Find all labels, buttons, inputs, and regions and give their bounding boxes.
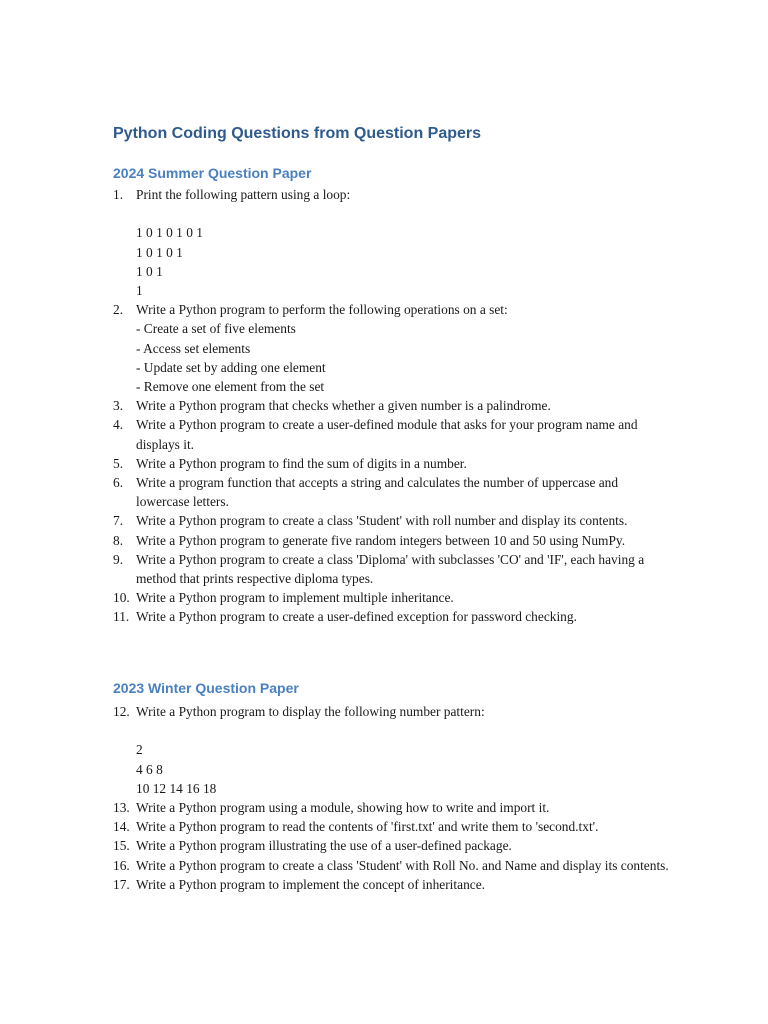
question-item: [113, 396, 673, 415]
question-list-2024-summer: [113, 185, 673, 627]
question-item: [113, 588, 673, 607]
question-text: Write a Python program to display the following number pattern:: [136, 704, 485, 719]
document-title: Python Coding Questions from Question Papers: [113, 125, 482, 142]
question-text: Write a Python program to read the contents of 'first.txt' and write them to 'second.txt'.: [136, 819, 599, 835]
question-number: 5.: [113, 455, 124, 471]
sub-point: - Create a set of five elements: [136, 321, 296, 337]
pattern-line: 1 0 1 0 1 0 1: [136, 225, 203, 241]
question-text: Write a Python program to create a class 'Student' with Roll No. and Name and display its contents.: [136, 857, 669, 873]
question-item: [113, 856, 673, 875]
question-item: [113, 702, 673, 798]
question-text: Write a Python program that checks whether a given number is a palindrome.: [136, 398, 551, 414]
question-number: 15.: [113, 838, 130, 854]
question-text: Write a Python program to create a user-defined module that asks for your program name and displays it.: [136, 417, 638, 452]
question-number: 6.: [113, 475, 124, 491]
question-number: 8.: [113, 532, 124, 548]
question-number: 7.: [113, 513, 124, 529]
question-item: [113, 836, 673, 855]
question-text: Write a Python program illustrating the use of a user-defined package.: [136, 838, 512, 854]
question-number: 3.: [113, 398, 124, 414]
question-text: Write a Python program to perform the following operations on a set:: [136, 302, 508, 318]
question-number: 13.: [113, 800, 130, 815]
question-item: [113, 473, 673, 511]
question-list-2023-winter: [113, 702, 673, 894]
blank-line: [136, 721, 673, 740]
question-item: [113, 300, 673, 396]
question-number: 11.: [113, 609, 130, 625]
section-heading-2023-winter: 2023 Winter Question Paper: [113, 680, 299, 696]
question-item: [113, 185, 673, 300]
pattern-line: 1: [136, 283, 143, 298]
question-text: Write a Python program to create a class 'Diploma' with subclasses 'CO' and 'IF', each having a method that prints respective diploma types.: [136, 551, 645, 587]
sub-point: - Update set by adding one element: [136, 359, 326, 375]
question-item: [113, 817, 673, 836]
question-item: [113, 531, 673, 550]
question-number: 17.: [113, 876, 130, 892]
question-number: 12.: [113, 704, 130, 719]
question-item: [113, 798, 673, 817]
question-item: [113, 454, 673, 473]
blank-line: [136, 204, 673, 223]
question-text: Write a Python program to create a class 'Student' with roll number and display its contents.: [136, 513, 628, 529]
question-text: Write a Python program to create a user-defined exception for password checking.: [136, 609, 577, 625]
question-number: 2.: [113, 302, 124, 318]
pattern-line: 1 0 1 0 1: [136, 244, 183, 260]
pattern-line: 10 12 14 16 18: [136, 780, 217, 796]
question-number: 14.: [113, 819, 130, 835]
question-text: Write a Python program using a module, showing how to write and import it.: [136, 800, 550, 815]
question-item: [113, 511, 673, 530]
sub-point: - Access set elements: [136, 340, 251, 356]
question-item: [113, 550, 673, 588]
pattern-line: 2: [136, 742, 143, 758]
question-number: 16.: [113, 857, 130, 873]
pattern-line: 4 6 8: [136, 761, 163, 777]
question-number: 9.: [113, 551, 124, 567]
question-text: Write a Python program to implement the concept of inheritance.: [136, 876, 485, 892]
question-text: Write a Python program to generate five random integers between 10 and 50 using NumPy.: [136, 532, 626, 548]
section-heading-2024-summer: 2024 Summer Question Paper: [113, 165, 312, 181]
question-number: 1.: [113, 187, 124, 202]
question-text: Print the following pattern using a loop:: [136, 187, 351, 202]
question-text: Write a program function that accepts a string and calculates the number of uppercase and lowercase letters.: [136, 475, 619, 510]
question-item: [113, 875, 673, 894]
question-number: 4.: [113, 417, 124, 433]
question-number: 10.: [113, 590, 130, 606]
pattern-line: 1 0 1: [136, 263, 163, 279]
question-text: Write a Python program to find the sum of digits in a number.: [136, 455, 467, 471]
question-item: [113, 415, 673, 453]
question-item: [113, 607, 673, 626]
question-text: Write a Python program to implement multiple inheritance.: [136, 590, 454, 606]
sub-point: - Remove one element from the set: [136, 379, 325, 395]
